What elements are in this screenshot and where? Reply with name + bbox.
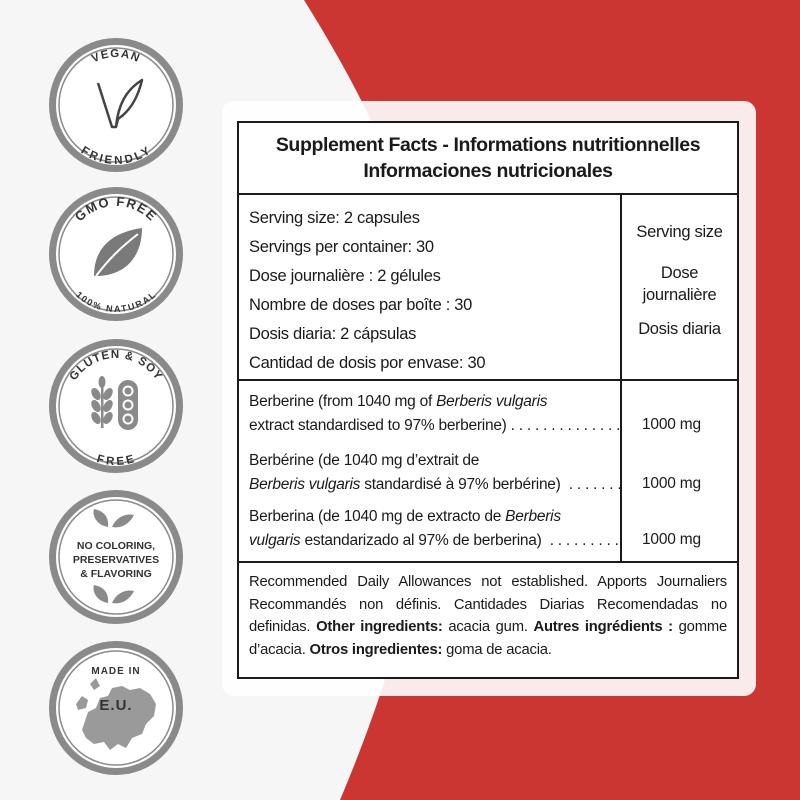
facts-title-line-2: Informaciones nutricionales [363,160,613,182]
other-ingredients-value: acacia gum. [448,619,528,635]
ingredients-section [239,381,737,563]
gmo-free-badge [46,184,186,324]
ingredient-line: Berberis vulgaris standardisé à 97% berbérine) . . . . . . . [249,476,622,493]
gluten-soy-free-badge [46,336,186,476]
ingredient-amount: 1000 mg [642,531,701,548]
badge-top-text: GLUTEN & SOY [67,348,165,383]
badge-top-text: MADE IN [91,666,141,677]
otros-ingredientes-label: Otros ingredientes: [309,641,443,658]
badge-bottom-text: 100% NATURAL [74,289,158,315]
otros-ingredientes-value: goma de acacia. [446,641,552,658]
vegan-friendly-badge [46,35,186,175]
no-additives-badge [46,487,186,627]
badge-bottom-text: FREE [95,453,137,469]
ingredient-line: vulgaris estandarizado al 97% de berberina) . . . . . . . . . [249,532,619,549]
ingredient-amount: 1000 mg [642,416,701,433]
autres-ingredients-value: gomme d’acacia. [249,619,727,658]
autres-ingredients-label: Autres ingrédients : [533,619,673,635]
ingredient-line: Berberine (from 1040 mg of Berberis vulgaris [249,393,548,410]
ingredient-line: Berberina (de 1040 mg de extracto de Berberis [249,508,561,525]
badge-line-2: PRESERVATIVES [72,554,160,566]
facts-title [239,123,737,195]
badge-top-text: GMO FREE [71,193,161,225]
badge-center-text: E.U. [99,697,133,714]
serving-line: Dosis diaria: 2 cápsulas [249,325,417,343]
facts-title-line-1: Supplement Facts - Informations nutritionnelles [275,134,701,156]
rda-note: Recommended Daily Allowances not established. Apports Journaliers Recommandés non définis. Cantidades Diarias Recomendadas no definidas. [249,574,727,635]
ingredient-line: Berbérine (de 1040 mg d’extrait de [249,452,480,469]
serving-header: Dosis diaria [638,320,721,338]
badge-line-1: NO COLORING, [76,540,156,552]
serving-info [249,204,619,378]
serving-line: Nombre de doses par boîte : 30 [249,296,473,314]
serving-line: Servings per container: 30 [249,238,434,256]
serving-line: Dose journalière : 2 gélules [249,267,441,285]
serving-line: Cantidad de dosis por envase: 30 [249,354,486,372]
badge-line-3: & FLAVORING [80,568,152,580]
other-ingredients-label: Other ingredients: [316,619,443,635]
serving-line: Serving size: 2 capsules [249,209,420,227]
made-in-eu-badge [46,638,186,778]
badge-bottom-text: FRIENDLY [78,144,154,168]
notes-section [239,563,737,661]
badge-top-text: VEGAN [89,47,143,66]
supplement-facts-table [237,121,739,679]
serving-header: Serving size [636,223,723,241]
serving-section [239,195,737,381]
serving-header: journalière [642,286,717,304]
ingredient-amount: 1000 mg [642,475,701,492]
column-divider [620,381,622,561]
serving-header: Dose [660,264,699,282]
ingredient-line: extract standardised to 97% berberine) . . . . . . . . . . . . . . [249,417,621,434]
